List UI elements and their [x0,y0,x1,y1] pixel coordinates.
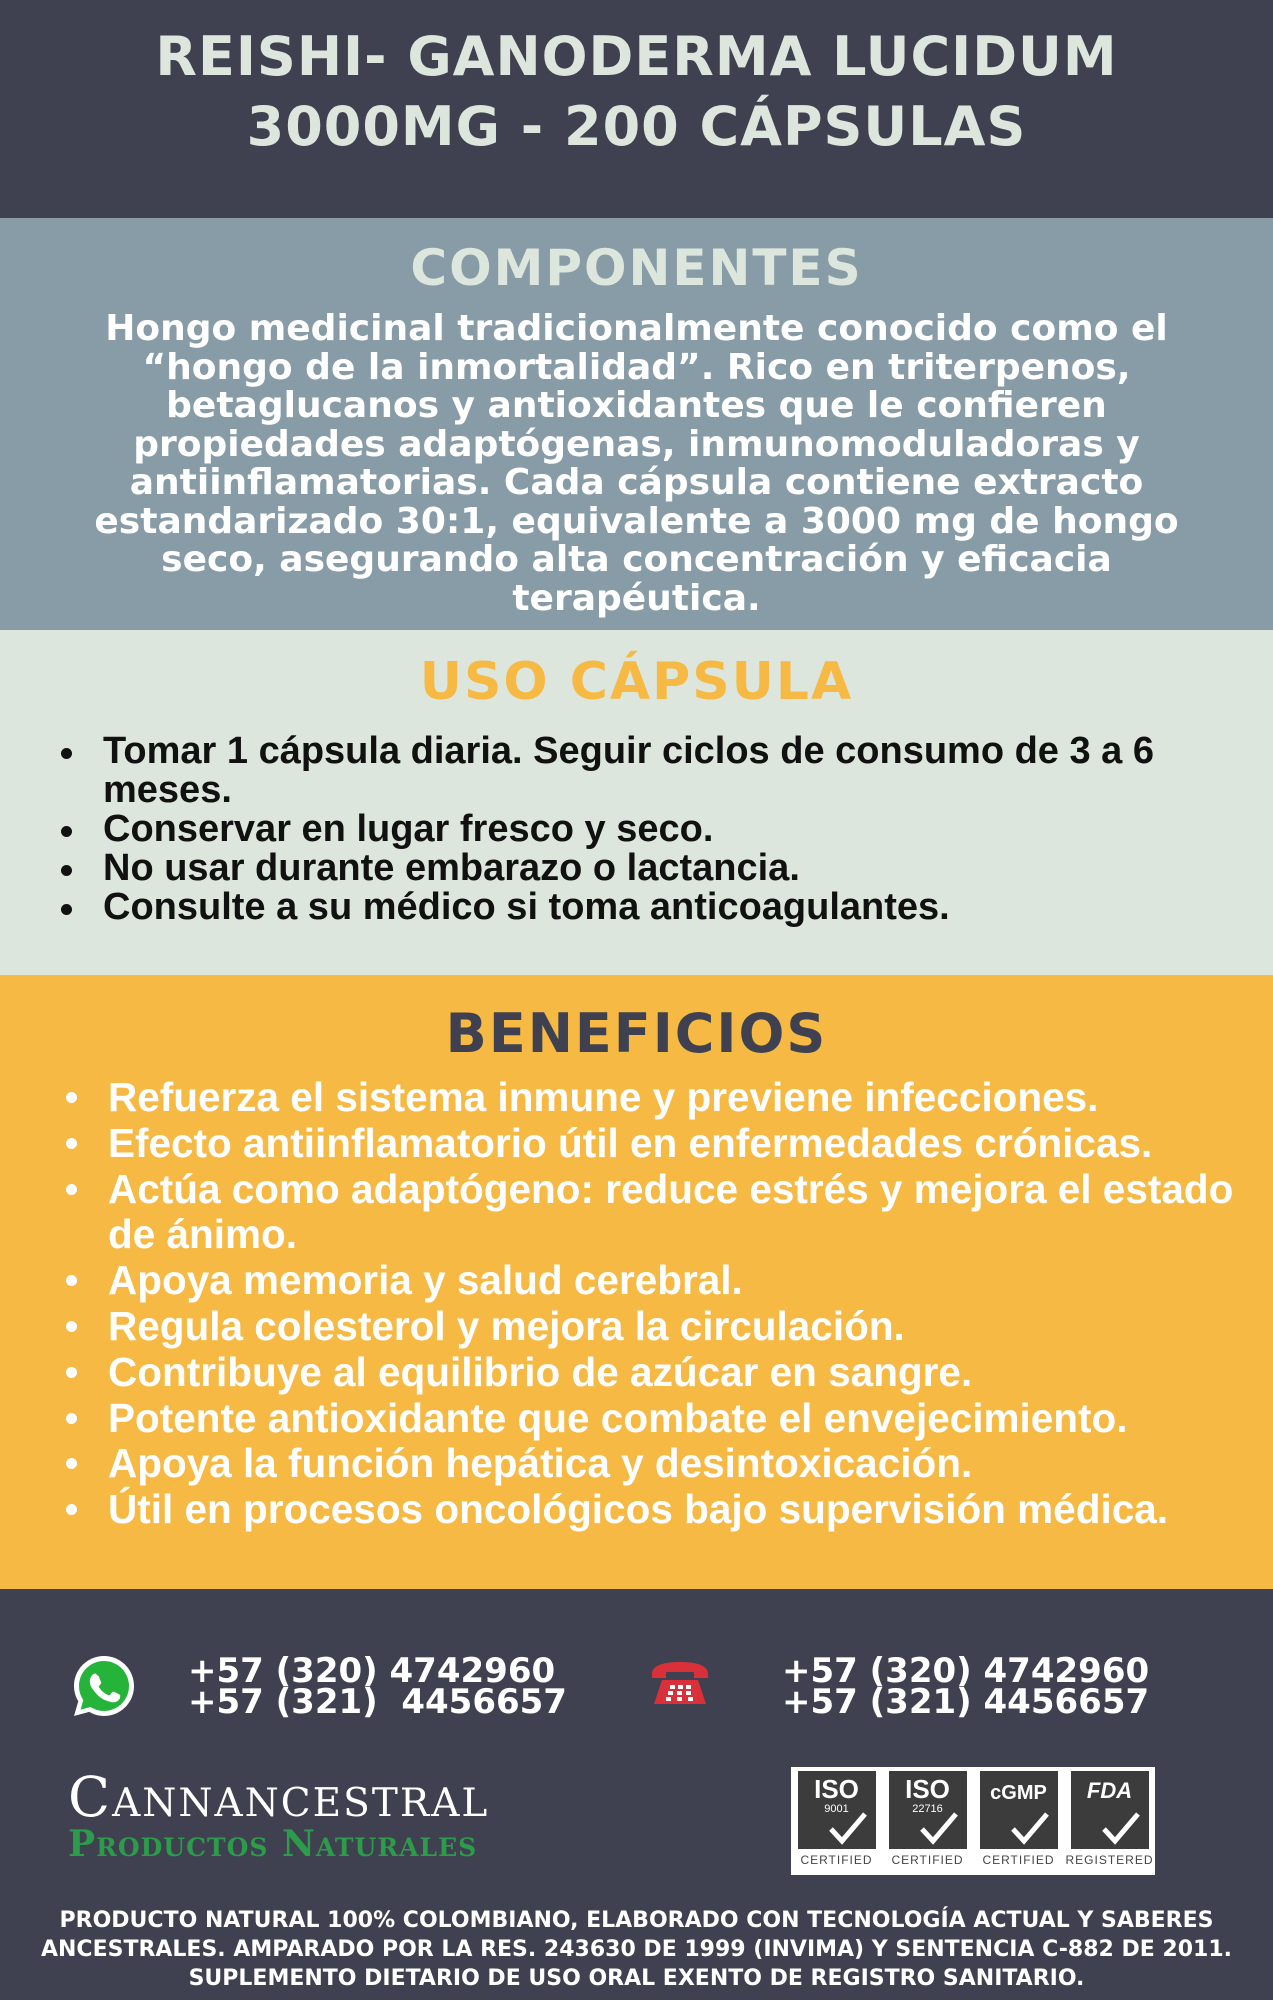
title-line-2: 3000MG - 200 CÁPSULAS [246,95,1027,158]
uso-item: Tomar 1 cápsula diaria. Seguir ciclos de consumo de 3 a 6 meses. [55,732,1233,810]
beneficio-item: Apoya la función hepática y desintoxicación. [60,1441,1243,1487]
phone-number[interactable]: +57 (321) 4456657 [782,1682,1150,1722]
uso-item: Consulte a su médico si toma anticoagulantes. [55,888,1233,927]
cert-iso-22716 [887,1771,969,1867]
telephone-phones [782,1651,1150,1722]
uso-list [0,712,1273,927]
checkmark-icon [828,1811,868,1845]
page-title [0,0,1273,162]
beneficio-item: Apoya memoria y salud cerebral. [60,1258,1243,1304]
cert-caption: CERTIFIED [982,1853,1055,1867]
cert-caption: REGISTERED [1065,1853,1154,1867]
title-line-1: REISHI- GANODERMA LUCIDUM [155,25,1118,88]
header [0,0,1273,218]
uso-section [0,630,1273,975]
cert-cgmp [978,1771,1060,1867]
beneficios-section [0,975,1273,1589]
cert-fda [1065,1771,1154,1867]
beneficios-heading: BENEFICIOS [445,1002,828,1065]
phone-number[interactable]: +57 (320) 4742960 [782,1651,1150,1691]
checkmark-icon [919,1811,959,1845]
checkmark-icon [1101,1811,1141,1845]
beneficios-list [0,1065,1273,1533]
cert-caption: CERTIFIED [891,1853,964,1867]
beneficio-item: Contribuye al equilibrio de azúcar en sangre. [60,1350,1243,1396]
uso-heading: USO CÁPSULA [419,652,854,712]
legal-text: PRODUCTO NATURAL 100% COLOMBIANO, ELABORADO CON TECNOLOGÍA ACTUAL Y SABERES ANCESTRALES. AMPARADO POR LA RES. 243630 DE 1999 (INVIMA) Y SENTENCIA C-882 DE 2011. SUPLEMENTO DIETARIO DE USO ORAL EXENTO DE REGISTRO SANITARIO. [40,1908,1233,1991]
phone-number[interactable]: +57 (321) 4456657 [188,1682,567,1722]
telephone-icon[interactable] [648,1660,712,1712]
checkmark-icon [1010,1811,1050,1845]
componentes-section [0,218,1273,630]
whatsapp-icon[interactable] [70,1652,138,1724]
beneficio-item: Útil en procesos oncológicos bajo supervisión médica. [60,1487,1243,1533]
cert-badge: cGMP [980,1771,1058,1849]
componentes-text: Hongo medicinal tradicionalmente conocido como el “hongo de la inmortalidad”. Rico en triterpenos, betaglucanos y antioxidantes que le confieren propiedades adaptógenas, inmunomoduladoras y antiinflamatorias. Cada cápsula contiene extracto estandarizado 30:1, equivalente a 3000 mg de hongo seco, asegurando alta concentración y eficacia terapéutica. [94,308,1179,619]
brand-tagline: Productos Naturales [68,1823,478,1865]
beneficio-item: Actúa como adaptógeno: reduce estrés y mejora el estado de ánimo. [60,1167,1243,1259]
cert-caption: CERTIFIED [800,1853,873,1867]
uso-item: Conservar en lugar fresco y seco. [55,810,1233,849]
componentes-heading: COMPONENTES [410,239,863,297]
cert-iso-9001 [796,1771,878,1867]
beneficio-item: Potente antioxidante que combate el envejecimiento. [60,1396,1243,1442]
certifications [791,1767,1155,1875]
phone-number[interactable]: +57 (320) 4742960 [188,1651,556,1691]
cert-badge: ISO 22716 [889,1771,967,1849]
uso-item: No usar durante embarazo o lactancia. [55,849,1233,888]
brand-logo [68,1765,668,1865]
beneficio-item: Regula colesterol y mejora la circulación. [60,1304,1243,1350]
footer [0,1589,1273,2000]
brand-name: Cannancestral [68,1765,490,1829]
whatsapp-phones [188,1651,567,1722]
cert-badge: ISO 9001 [798,1771,876,1849]
cert-badge: FDA [1071,1771,1149,1849]
beneficio-item: Efecto antiinflamatorio útil en enfermedades crónicas. [60,1121,1243,1167]
beneficio-item: Refuerza el sistema inmune y previene infecciones. [60,1075,1243,1121]
